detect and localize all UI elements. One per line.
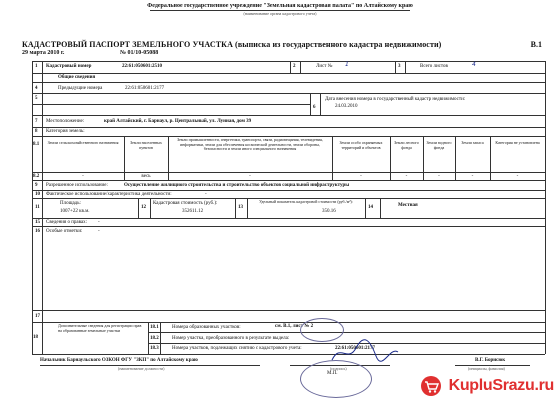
row-3-number: 3 [398,64,401,69]
location-label: Местоположение: [46,119,85,124]
permitted-use-value: Осуществление жилищного строительства и строительство объектов социальной инфраструктуры [124,183,350,188]
signer-name: В.Г. Борисюк [475,358,506,363]
total-sheets-label: Всего листов [420,64,448,69]
row-16-number: 16 [35,229,40,234]
org-underline [150,10,410,11]
form-code: В.1 [530,40,542,49]
row-15-number: 15 [35,220,40,225]
previous-numbers-label: Предыдущие номера [58,86,103,91]
sheet-number-label: Лист № [316,64,333,69]
category-header-reserve: Земли запаса [461,140,484,145]
cadastral-value-label: Кадастровая стоимость (руб.): [153,201,218,206]
signature-scribble [330,338,400,366]
page-title: КАДАСТРОВЫЙ ПАСПОРТ ЗЕМЕЛЬНОГО УЧАСТКА (выписка из государственного кадастра недвижимости) [22,40,442,49]
row-7-number: 7 [35,119,38,124]
cadastral-number-label: Кадастровый номер [46,64,92,69]
category-header-protected: Земли особо охраняемых территорий и объектов [339,140,383,150]
category-header-water: Земли водного фонда [426,140,452,150]
general-info-heading: Общие сведения [58,75,96,80]
category-value-industry: - [249,174,251,179]
date-entered-value: 24.03.2010 [335,104,358,109]
special-notes-value: - [98,229,100,234]
land-category-label: Категория земель: [46,129,85,134]
org-name: Федеральное государственное учреждение "Земельная кадастровая палата" по Алтайскому краю [147,3,413,9]
deregistered-plots-value: 22:61:050601:2177 [335,346,375,351]
signature-caption: (подпись) [330,366,347,371]
row-8-number: 8 [35,129,38,134]
signer-name-caption: (инициалы, фамилия) [468,366,505,371]
row-12-number: 12 [141,205,146,210]
category-value-reserve: - [471,174,474,179]
transformed-plot-label: Номер участка, преобразованного в результате выдела: [172,336,290,341]
value-type: Местная [398,203,418,208]
seal-place-label: М.П. [327,371,338,376]
row-13-number: 13 [238,205,243,210]
category-header-settlements: Земли населенных пунктов [130,140,162,150]
formed-plots-value: см. В.1, лист № 2 [275,324,314,329]
issue-date: 29 марта 2010 г. [22,50,65,56]
row-18-2-number: 18.2 [150,336,159,341]
category-header-industry: Земли промышленности, энергетики, транспорта, связи, радиовещания, телевидения, информатики, земли для обеспечения космической деятельности, земли обороны, безопасности и земли иного специального назначения [177,137,323,152]
row-8-1-number: 8.1 [33,142,40,147]
area-label: Площадь: [60,201,81,206]
category-header-undefined: Категория не установлена [495,140,540,145]
category-header-forest: Земли лесного фонда [394,140,419,150]
category-value-protected: - [360,174,362,179]
deregistered-plots-label: Номера участков, подлежащих снятию с кадастрового учета: [172,346,302,351]
issue-number: № 01/10-05088 [120,50,159,56]
category-value-settlements: весь [141,174,151,179]
row-11-number: 11 [35,205,40,210]
row-4-number: 4 [35,86,38,91]
row-18-3-number: 18.3 [150,346,159,351]
category-value-forest: - [405,174,408,179]
category-header-agricultural: Земли сельскохозяйственного назначения [47,140,119,145]
row-14-number: 14 [368,205,373,210]
row-18-number: 18 [33,335,38,340]
specific-value-value: 350.16 [322,209,336,214]
formed-plots-label: Номера образованных участков: [172,325,241,330]
cadastral-value-value: 352611.12 [182,209,204,214]
row-9-number: 9 [35,183,38,188]
area-value: 1007+22 кв.м. [60,209,90,214]
org-name-caption: (наименование органа кадастрового учета) [243,11,317,16]
row-5-number: 5 [35,96,38,101]
category-value-undefined: - [516,174,519,179]
specific-value-label: Удельный показатель кадастровой стоимости (руб./м²): [259,199,353,204]
additional-info-label: Дополнительные сведения для регистрации прав на образованные земельные участки [58,323,142,333]
watermark-logo-text: KupluSrazu.ru [448,377,554,394]
rights-value: - [98,220,100,225]
rights-label: Сведения о правах: [46,220,88,225]
signer-position: Начальник Барнаульского ОЗКОН ФГУ "ЗКП" по Алтайскому краю [40,358,198,363]
sheet-number-value: 1 [345,61,349,68]
category-value-agricultural: - [82,174,84,179]
cart-icon [420,375,442,397]
row-2-number: 2 [293,64,296,69]
row-6-number: 6 [313,105,316,110]
signer-position-caption: (наименование должности) [118,366,165,371]
row-8-2-number: 8.2 [33,174,40,179]
row-17-number: 17 [35,314,40,319]
permitted-use-label: Разрешенное использование: [46,183,108,188]
location-value: край Алтайский, г. Барнаул, р. Центральный, ул. Лунная, дом 39 [104,119,252,124]
cadastral-number-value: 22:61:050601:2510 [122,64,162,69]
row-18-1-number: 18.1 [150,325,159,330]
total-sheets-value: 4 [472,61,476,68]
actual-use-value: - [205,192,207,197]
row-10-number: 10 [35,192,40,197]
special-notes-label: Особые отметки: [46,229,83,234]
date-entered-label: Дата внесения номера в государственный кадастр недвижимости: [325,97,466,102]
category-value-water: - [438,174,440,179]
previous-numbers-value: 22:61:050601:2177 [125,86,165,91]
actual-use-label: Фактическое использование/характеристика деятельности: [46,192,172,197]
row-1-number: 1 [35,64,38,69]
